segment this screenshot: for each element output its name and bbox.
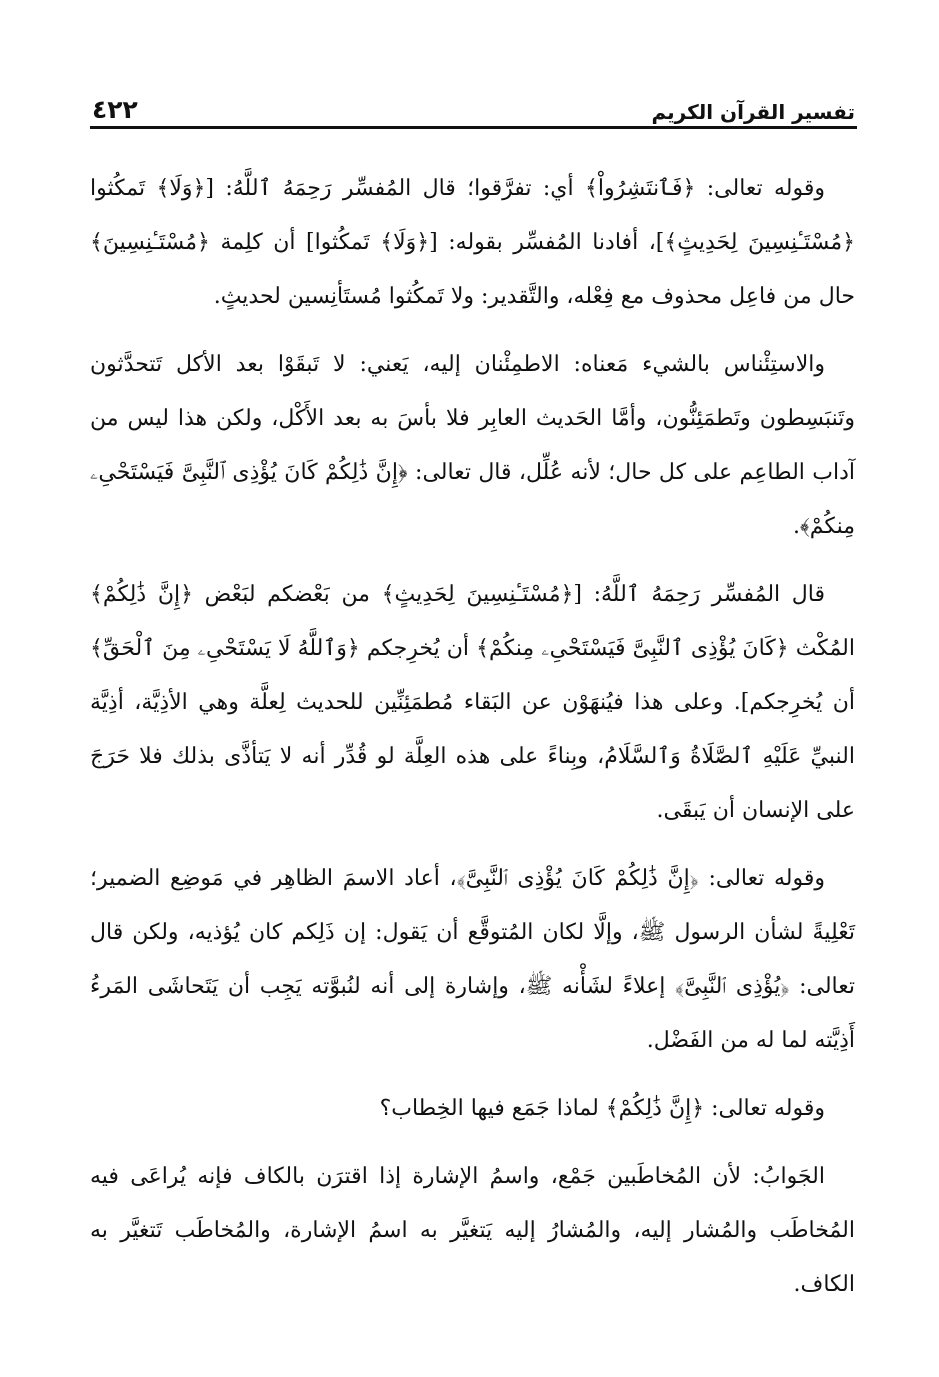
paragraph-4: وقوله تعالى: ﴿إِنَّ ذَٰلِكُمْ كَانَ يُؤْذِى ٱلنَّبِىَّ﴾، أعاد الاسمَ الظاهِر في مَوضِع الضمير؛ تَعْلِيةً لشأن الرسول ﷺ، وإلَّا لكان المُتوقَّع أن يَقول: إن ذَلِكم كان يُؤذيه، ولكن قال تعالى: ﴿يُؤْذِى ٱلنَّبِىَّ﴾ إعلاءً لشَأْنه ﷺ، وإشارة إلى أنه لنُبوَّته يَجِب أن يَتَحاشَى المَرءُ أَذِيَّته لما له من الفَضْل.: [90, 866, 855, 1053]
paragraph-2: والاستِئْناس بالشيء مَعناه: الاطمِئْنان إليه، يَعني: لا تَبقَوْا بعد الأكل تَتحدَّثون وتَنبَسِطون وتَطمَئِنُّون، وأمَّا الحَديث العابِر فلا بأسَ به بعد الأَكْل، ولكن هذا ليس من آداب الطاعِم على كل حال؛ لأنه عُلِّل، قال تعالى: ﴿إِنَّ ذَٰلِكُمْ كَانَ يُؤْذِى ٱلنَّبِىَّ فَيَسْتَحْىِۦ مِنكُمْ﴾.: [90, 352, 855, 539]
page-body: [90, 162, 855, 1326]
paragraph-3: قال المُفسِّر رَحِمَهُ ٱللَّهُ: [﴿مُسْتَـٔنِسِينَ لِحَدِيثٍ﴾ من بَعْضكم لبَعْض ﴿إِنَّ ذَٰلِكُمْ﴾ المُكْث ﴿كَانَ يُؤْذِى ٱلنَّبِىَّ فَيَسْتَحْىِۦ مِنكُمْ﴾ أن يُخرِجكم ﴿وَٱللَّهُ لَا يَسْتَحْىِۦ مِنَ ٱلْحَقِّ﴾ أن يُخرِجكم]. وعلى هذا فيُنهَوْن عن البَقاء مُطمَئِنِّين للحديث لِعلَّة وهي الأذِيَّة، أذِيَّة النبيِّ عَلَيْهِ ٱلصَّلَاةُ وَٱلسَّلَامُ، وبِناءً على هذه العِلَّة لو قُدِّر أنه لا يَتأذَّى بذلك فلا حَرَجَ على الإنسان أن يَبقَى.: [90, 582, 855, 823]
paragraph-1: وقوله تعالى: ﴿فَٱنتَشِرُواْ﴾ أي: تفرَّقوا؛ قال المُفسِّر رَحِمَهُ ٱللَّهُ: [﴿وَلَا﴾ تَمكُثوا ﴿مُسْتَـٔنِسِينَ لِحَدِيثٍ﴾]، أفادنا المُفسِّر بقوله: [﴿وَلَا﴾ تَمكُثوا] أن كلِمة ﴿مُسْتَـٔنِسِينَ﴾ حال من فاعِل محذوف مع فِعْله، والتَّقدير: ولا تَمكُثوا مُستَأنِسين لحديثٍ.: [90, 176, 855, 309]
page-header: [92, 88, 855, 124]
paragraph-5: وقوله تعالى: ﴿إِنَّ ذَٰلِكُمْ﴾ لماذا جَمَع فيها الخِطاب؟: [379, 1096, 825, 1121]
page-number: ٤٢٢: [92, 95, 138, 124]
header-rule: [90, 126, 857, 129]
paragraph-6: الجَوابُ: لأن المُخاطَبين جَمْع، واسمُ الإشارة إذا اقترَن بالكاف فإنه يُراعَى فيه المُخاطَب والمُشار إليه، والمُشارُ إليه يَتغيَّر به اسمُ الإشارة، والمُخاطَب تَتغيَّر به الكاف.: [90, 1164, 855, 1297]
book-title: تفسير القرآن الكريم: [651, 100, 855, 124]
